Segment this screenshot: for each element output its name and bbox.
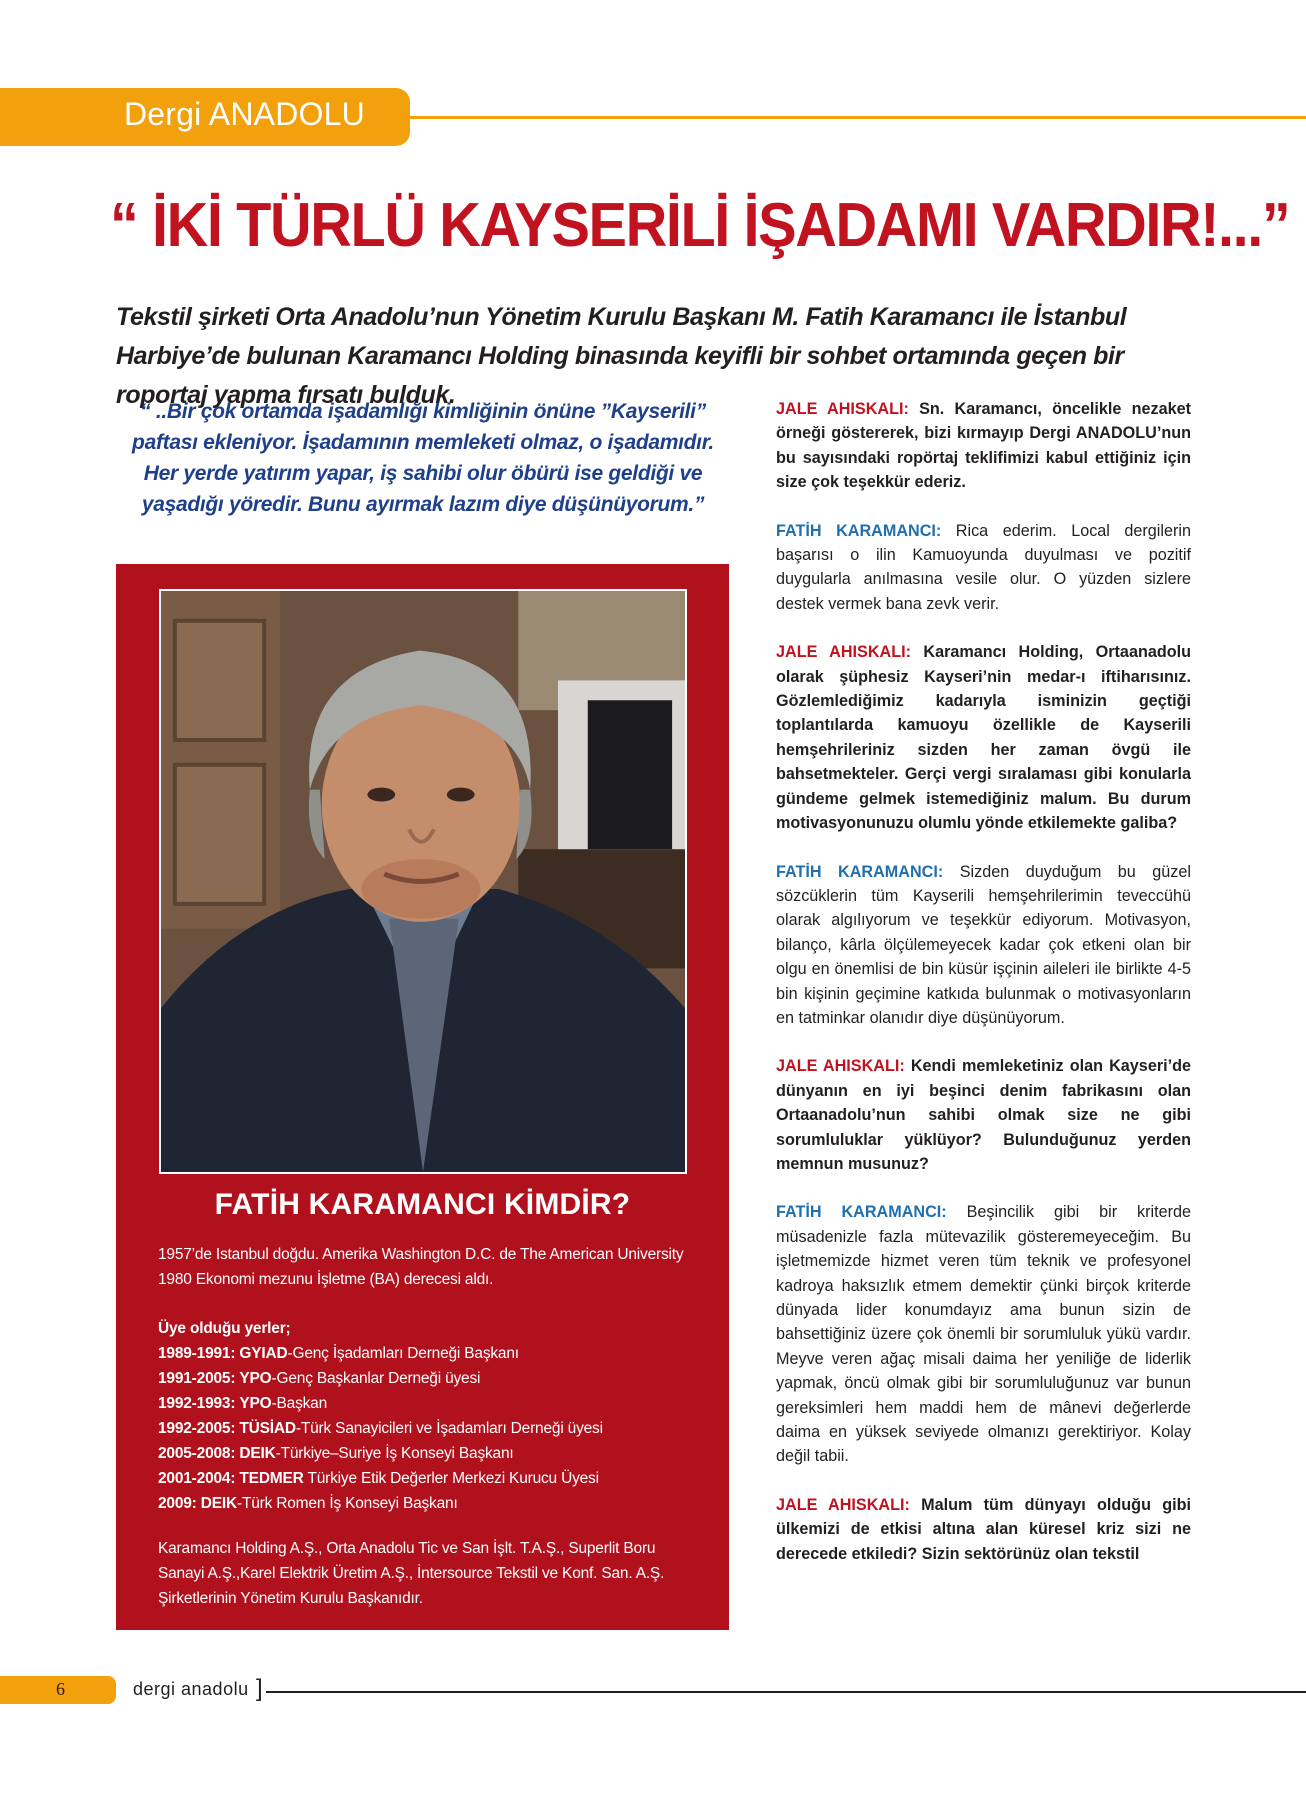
membership-item: 2009: DEIK-Türk Romen İş Konseyi Başkanı	[158, 1495, 458, 1512]
header-rule	[410, 116, 1306, 119]
speaker-label: FATİH KARAMANCI:	[776, 521, 942, 540]
interview-paragraph: FATİH KARAMANCI: Rica ederim. Local dergilerin başarısı o ilin Kamuoyunda duyulması ve pozitif duygularla anılmasına vesile olur. O yüzden sizlere destek vermek bana zevk verir.	[776, 521, 1191, 613]
membership-item: 2005-2008: DEIK-Türkiye–Suriye İş Konseyi Başkanı	[158, 1445, 514, 1462]
portrait-photo	[159, 589, 687, 1174]
membership-item: 1989-1991: GYIAD-Genç İşadamları Derneği Başkanı	[158, 1345, 519, 1362]
membership-item: 1991-2005: YPO-Genç Başkanlar Derneği üyesi	[158, 1370, 481, 1387]
portrait-illustration	[161, 591, 685, 1172]
profile-title: FATİH KARAMANCI KİMDİR?	[214, 1188, 631, 1221]
footer-magazine-name: dergi anadolu	[133, 1679, 249, 1699]
section-label: Dergi ANADOLU	[124, 96, 365, 132]
memberships-list	[158, 1316, 698, 1516]
footer-bracket: ]	[256, 1675, 263, 1702]
profile-bio: 1957’de Istanbul doğdu. Amerika Washington D.C. de The American University 1980 Ekonomi mezunu İşletme (BA) derecesi aldı.	[158, 1246, 684, 1288]
speaker-label: JALE AHISKALI:	[776, 1495, 910, 1514]
interview-paragraph: JALE AHISKALI: Karamancı Holding, Ortaanadolu olarak şüphesiz Kayseri’nin medar-ı iftiharısınız. Gözlemlediğimiz kadarıyla isminizin geçtiği toplantılarda kamuoyu özellikle de Kayserili hemşehrileriniz sizden her zaman övgü ile bahsetmekteler. Gerçi vergi sıralaması gibi konularla gündeme gelmek istemediğiniz malum. Bu durum motivasyonunuzu olumlu yönde etkilemekte galiba?	[776, 643, 1191, 833]
interview-column	[776, 397, 1191, 1590]
membership-item: 1992-2005: TÜSİAD-Türk Sanayicileri ve İşadamları Derneği üyesi	[158, 1420, 603, 1437]
speaker-label: JALE AHISKALI:	[776, 643, 911, 662]
footer-rule	[266, 1691, 1306, 1693]
pull-quote: “ ..Bir çok ortamda işadamlığı kimliğinin önüne ”Kayserili” paftası ekleniyor. İşadamının memleketi olmaz, o işadamıdır. Her yerde yatırım yapar, iş sahibi olur öbürü ise geldiği ve yaşadığı yöredir. Bunu ayırmak lazım diye düşünüyorum.”	[132, 400, 714, 516]
page-number: 6	[56, 1679, 65, 1699]
memberships-heading: Üye olduğu yerler;	[158, 1320, 291, 1337]
interview-paragraph: JALE AHISKALI: Kendi memleketiniz olan Kayseri’de dünyanın en iyi beşinci denim fabrikasını olan Ortaanadolu’nun sahibi olmak size ne gibi sorumluluklar yüklüyor? Bulunduğunuz yerden memnun musunuz?	[776, 1057, 1192, 1173]
membership-item: 2001-2004: TEDMER Türkiye Etik Değerler Merkezi Kurucu Üyesi	[158, 1470, 599, 1487]
article-title: “ İKİ TÜRLÜ KAYSERİLİ İŞADAMI VARDIR!...”	[110, 191, 1290, 260]
interview-paragraph: FATİH KARAMANCI: Sizden duyduğum bu güzel sözcüklerin tüm Kayserili hemşehrilerimin teveccühü olarak algılıyorum ve teşekkür ediyorum. Motivasyon, bilanço, kârla ölçülemeyecek kadar çok etkeni olan bir olgu en önemlisi de bin küsür işçinin aileleri ile birlikte 4-5 bin kişinin geçimine katkıda bulunmak o motivasyonların en tatminkar olanıdır diye düşünüyorum.	[776, 862, 1191, 1027]
speaker-label: JALE AHISKALI:	[776, 1057, 905, 1076]
article-lead: Tekstil şirketi Orta Anadolu’nun Yönetim Kurulu Başkanı M. Fatih Karamancı ile İstanbul Harbiye’de bulunan Karamancı Holding binasında keyifli bir sohbet ortamında geçen bir roportaj yapma fırsatı bulduk.	[116, 303, 1127, 409]
speaker-label: FATİH KARAMANCI:	[776, 862, 944, 881]
membership-item: 1992-1993: YPO-Başkan	[158, 1395, 328, 1412]
interview-paragraph: FATİH KARAMANCI: Beşincilik gibi bir kriterde müsadenizle fazla mütevazilik gösteremeyeceğim. Bu işletmemizde hizmet veren tüm teknik ve profesyonel kadroya haksızlık etmem demektir çünki birçok kriterde dünyada lider konumdayız ama bunun sizin de bahsettiğiniz üzere çok önemli bir sorumluluk yükü vardır. Meyve veren ağaç misali daima her yeniliğe de liderlik yapmak, öncü olmak gibi bir sorumluluğunuz var bunun gereksimleri hem maddi hem de mânevi değerlerde daima en yüksek seviyede olmanızı gerektiriyor. Kolay değil tabii.	[776, 1203, 1191, 1466]
profile-companies: Karamancı Holding A.Ş., Orta Anadolu Tic ve San İşlt. T.A.Ş., Superlit Boru Sanayi A.Ş.,Karel Elektrik Üretim A.Ş., İntersource Tekstil ve Konf. San. A.Ş. Şirketlerinin Yönetim Kurulu Başkanıdır.	[158, 1540, 665, 1607]
interview-paragraph: JALE AHISKALI: Sn. Karamancı, öncelikle nezaket örneği göstererek, bizi kırmayıp Dergi ANADOLU’nun bu sayısındaki ropörtaj teklifimizi kabul ettiğiniz için size çok teşekkür ederiz.	[776, 400, 1191, 492]
interview-paragraph: JALE AHISKALI: Malum tüm dünyayı olduğu gibi ülkemizi de etkisi altına alan küresel kriz sizi ne derecede etkiledi? Sizin sektörünüz olan tekstil	[776, 1495, 1191, 1563]
speaker-label: FATİH KARAMANCI:	[776, 1203, 947, 1222]
speaker-label: JALE AHISKALI:	[776, 400, 909, 418]
